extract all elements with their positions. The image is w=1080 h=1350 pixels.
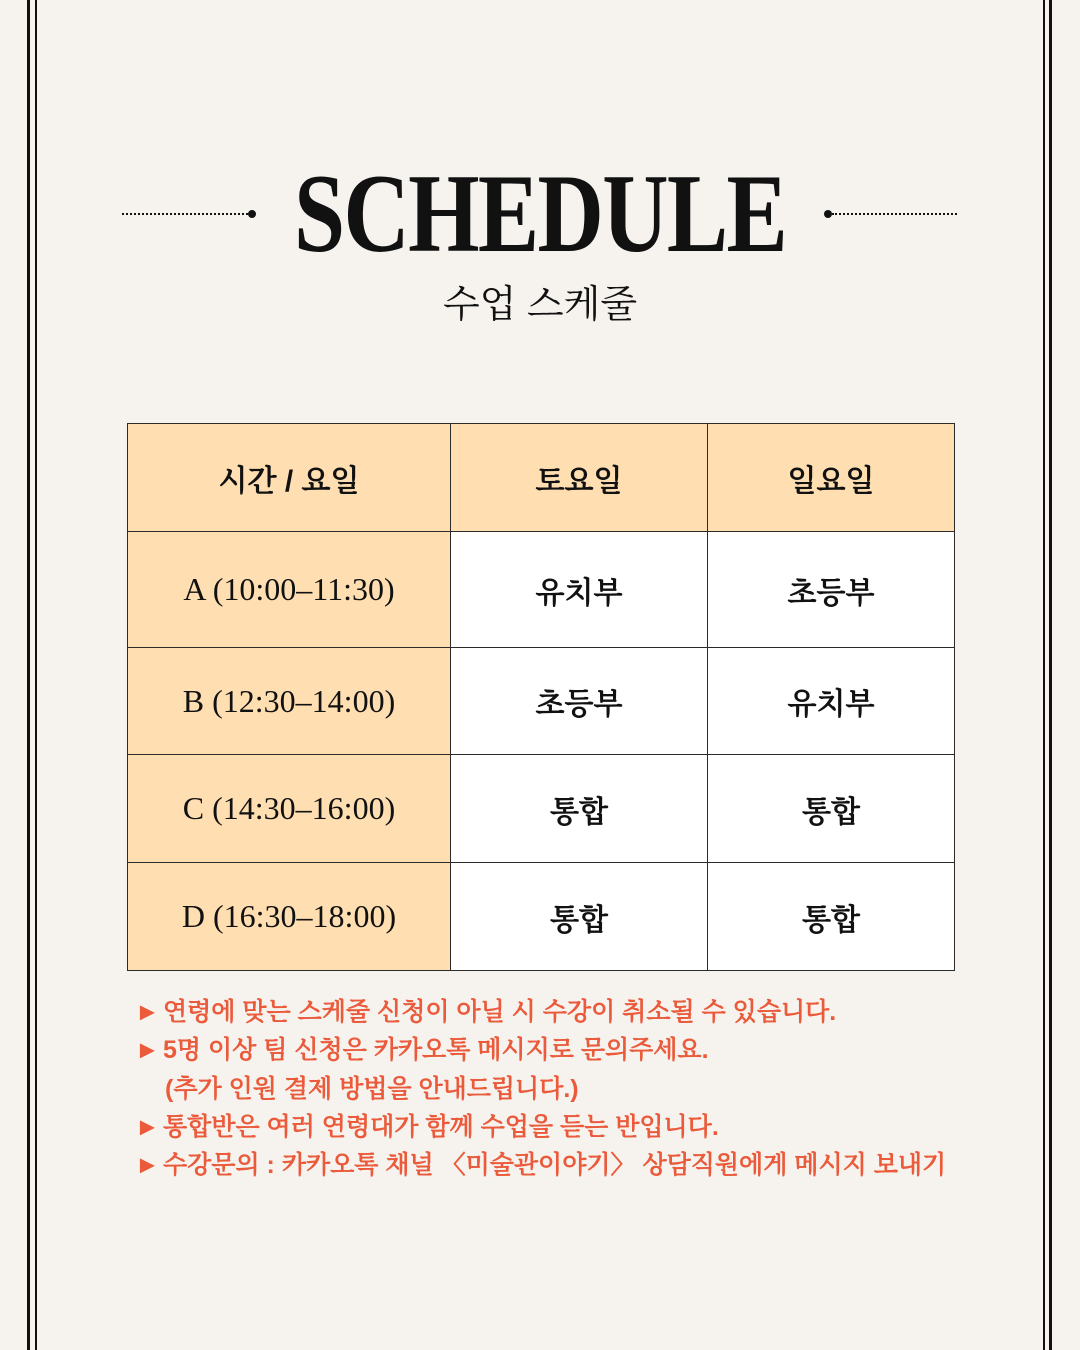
title-dot-right-icon — [824, 210, 832, 218]
saturday-class-cell: 초등부 — [451, 648, 708, 755]
arrow-marker-icon: ► — [135, 998, 160, 1026]
table-row — [128, 648, 955, 755]
note-text: 통합반은 여러 연령대가 함께 수업을 듣는 반입니다. — [163, 1112, 719, 1141]
saturday-class-cell: 통합 — [451, 863, 708, 971]
time-slot-cell: A (10:00–11:30) — [128, 532, 451, 648]
header-cell-time-day: 시간 / 요일 — [128, 424, 451, 532]
table-row — [128, 532, 955, 648]
table-row — [128, 755, 955, 863]
note-text: 5명 이상 팀 신청은 카카오톡 메시지로 문의주세요. — [163, 1036, 709, 1065]
note-text: 연령에 맞는 스케줄 신청이 아닐 시 수강이 취소될 수 있습니다. — [163, 998, 837, 1026]
saturday-class-cell: 유치부 — [451, 532, 708, 648]
sunday-class-cell: 초등부 — [708, 532, 955, 648]
notes-list — [135, 993, 946, 1184]
time-slot-cell: C (14:30–16:00) — [128, 755, 451, 863]
sunday-class-cell: 통합 — [708, 755, 955, 863]
page-title-text: SCHEDULE — [293, 152, 787, 276]
schedule-table — [127, 423, 955, 971]
saturday-class-cell: 통합 — [451, 755, 708, 863]
header-cell-sunday: 일요일 — [708, 424, 955, 532]
note-item — [135, 1031, 946, 1108]
sunday-class-cell: 유치부 — [708, 648, 955, 755]
note-continuation-text: (추가 인원 결제 방법을 안내드립니다.) — [165, 1074, 579, 1103]
table-row — [128, 863, 955, 971]
note-item — [135, 993, 946, 1031]
note-text: 수강문의 : 카카오톡 채널 〈미술관이야기〉 상담직원에게 메시지 보내기 — [163, 1151, 947, 1180]
time-slot-cell: D (16:30–18:00) — [128, 863, 451, 971]
table-header-row — [128, 424, 955, 532]
note-item — [135, 1146, 946, 1184]
page-subtitle: 수업 스케줄 — [442, 284, 638, 326]
time-slot-cell: B (12:30–14:00) — [128, 648, 451, 755]
arrow-marker-icon: ► — [135, 1112, 160, 1141]
sunday-class-cell: 통합 — [708, 863, 955, 971]
note-item — [135, 1108, 946, 1146]
header-cell-saturday: 토요일 — [451, 424, 708, 532]
arrow-marker-icon: ► — [135, 1151, 160, 1180]
title-dotted-line-right — [832, 213, 957, 215]
arrow-marker-icon: ► — [135, 1036, 160, 1065]
